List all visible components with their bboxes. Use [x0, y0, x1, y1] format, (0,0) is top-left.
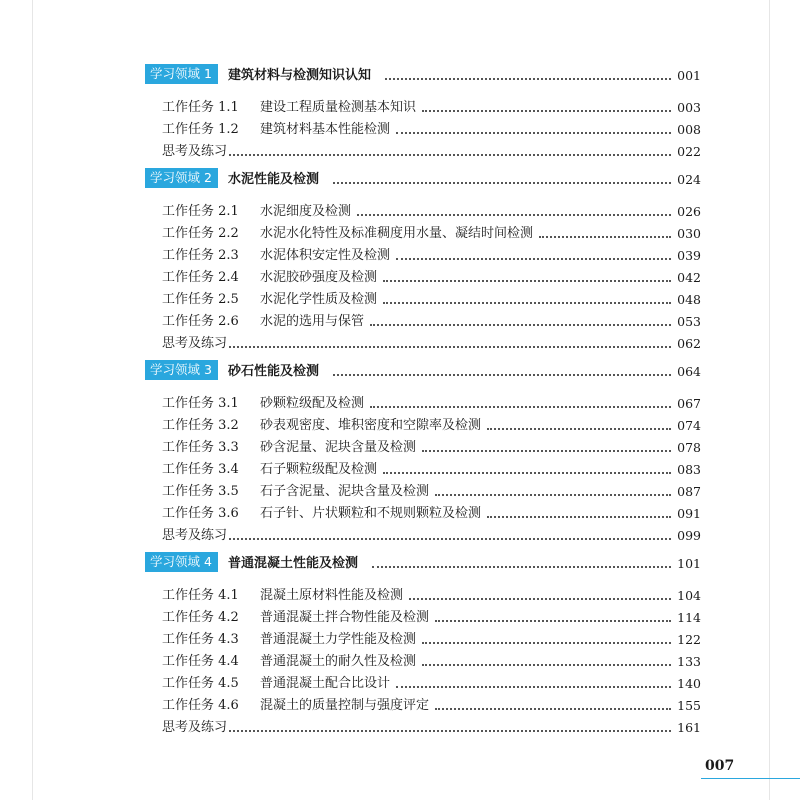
task-entry[interactable]: [145, 456, 701, 478]
domain-heading[interactable]: [145, 550, 701, 572]
domain-badge: 学习领域 3: [145, 360, 218, 380]
exercise-page-number: 161: [677, 720, 701, 735]
dot-leader: [422, 642, 671, 644]
dot-leader: [396, 132, 671, 134]
section-gap: [145, 572, 701, 582]
exercise-label: 思考及练习: [162, 336, 228, 351]
dot-leader: [333, 182, 671, 184]
task-entry[interactable]: [145, 670, 701, 692]
dot-leader: [409, 598, 671, 600]
task-number: 工作任务 3.1: [162, 396, 239, 411]
task-number: 工作任务 3.2: [162, 418, 239, 433]
book-page: [32, 0, 770, 800]
task-title: 水泥的选用与保管: [260, 314, 365, 329]
task-title: 水泥体积安定性及检测: [260, 248, 391, 263]
task-label: [162, 632, 416, 648]
task-entry[interactable]: [145, 604, 701, 626]
dot-leader: [385, 78, 671, 80]
task-label: [162, 418, 481, 434]
task-number: 工作任务 4.4: [162, 654, 239, 669]
task-page-number: 133: [677, 654, 701, 669]
dot-leader: [422, 110, 671, 112]
task-title: 混凝土原材料性能及检测: [260, 588, 404, 603]
task-page-number: 122: [677, 632, 701, 647]
dot-leader: [396, 686, 671, 688]
domain-heading[interactable]: [145, 166, 701, 188]
dot-leader: [333, 374, 671, 376]
task-page-number: 039: [677, 248, 701, 263]
task-entry[interactable]: [145, 692, 701, 714]
task-number: 工作任务 1.1: [162, 100, 239, 115]
task-label: [162, 270, 377, 286]
table-of-contents: [145, 62, 701, 736]
task-entry[interactable]: [145, 220, 701, 242]
exercise-entry[interactable]: [145, 138, 701, 160]
task-title: 水泥水化特性及标准稠度用水量、凝结时间检测: [260, 226, 534, 241]
task-title: 混凝土的质量控制与强度评定: [260, 698, 430, 713]
task-number: 工作任务 2.4: [162, 270, 239, 285]
domain-heading[interactable]: [145, 358, 701, 380]
task-entry[interactable]: [145, 94, 701, 116]
task-title: 砂表观密度、堆积密度和空隙率及检测: [260, 418, 482, 433]
section-gap: [145, 380, 701, 390]
task-title: 石子针、片状颗粒和不规则颗粒及检测: [260, 506, 482, 521]
task-label: [162, 506, 481, 522]
dot-leader: [487, 428, 671, 430]
task-label: [162, 292, 377, 308]
task-title: 水泥细度及检测: [260, 204, 352, 219]
dot-leader: [539, 236, 671, 238]
task-entry[interactable]: [145, 434, 701, 456]
task-label: [162, 226, 533, 242]
domain-page-number: 064: [677, 364, 701, 379]
task-title: 石子颗粒级配及检测: [260, 462, 378, 477]
task-label: [162, 440, 416, 456]
domain-title: 建筑材料与检测知识认知: [227, 68, 371, 83]
task-page-number: 026: [677, 204, 701, 219]
task-page-number: 140: [677, 676, 701, 691]
exercise-page-number: 022: [677, 144, 701, 159]
task-entry[interactable]: [145, 390, 701, 412]
task-page-number: 114: [677, 610, 701, 625]
task-number: 工作任务 3.5: [162, 484, 239, 499]
task-page-number: 083: [677, 462, 701, 477]
task-number: 工作任务 4.3: [162, 632, 239, 647]
dot-leader: [396, 258, 671, 260]
task-label: [162, 314, 364, 330]
domain-badge: 学习领域 4: [145, 552, 218, 572]
dot-leader: [229, 346, 671, 348]
dot-leader: [383, 302, 671, 304]
task-number: 工作任务 1.2: [162, 122, 239, 137]
task-page-number: 030: [677, 226, 701, 241]
task-title: 砂含泥量、泥块含量及检测: [260, 440, 417, 455]
dot-leader: [229, 154, 671, 156]
dot-leader: [422, 664, 671, 666]
dot-leader: [229, 730, 671, 732]
domain-heading[interactable]: [145, 62, 701, 84]
dot-leader: [383, 472, 671, 474]
task-label: [162, 588, 403, 604]
task-entry[interactable]: [145, 412, 701, 434]
exercise-entry[interactable]: [145, 714, 701, 736]
task-number: 工作任务 4.5: [162, 676, 239, 691]
dot-leader: [370, 406, 671, 408]
task-page-number: 078: [677, 440, 701, 455]
task-page-number: 053: [677, 314, 701, 329]
task-title: 普通混凝土拌合物性能及检测: [260, 610, 430, 625]
task-label: [162, 484, 429, 500]
task-number: 工作任务 4.1: [162, 588, 239, 603]
page-number: 007: [705, 758, 735, 774]
task-number: 工作任务 2.2: [162, 226, 239, 241]
task-entry[interactable]: [145, 308, 701, 330]
task-label: [162, 248, 390, 264]
task-label: [162, 654, 416, 670]
exercise-page-number: 062: [677, 336, 701, 351]
dot-leader: [422, 450, 671, 452]
task-label: [162, 396, 364, 412]
task-entry[interactable]: [145, 500, 701, 522]
task-number: 工作任务 2.6: [162, 314, 239, 329]
exercise-entry[interactable]: [145, 330, 701, 352]
domain-title: 水泥性能及检测: [227, 172, 319, 187]
task-title: 砂颗粒级配及检测: [260, 396, 365, 411]
task-page-number: 091: [677, 506, 701, 521]
exercise-entry[interactable]: [145, 522, 701, 544]
task-title: 普通混凝土的耐久性及检测: [260, 654, 417, 669]
section-gap: [145, 188, 701, 198]
dot-leader: [435, 620, 671, 622]
task-page-number: 104: [677, 588, 701, 603]
domain-title: 普通混凝土性能及检测: [227, 556, 358, 571]
task-title: 石子含泥量、泥块含量及检测: [260, 484, 430, 499]
task-entry[interactable]: [145, 286, 701, 308]
task-title: 建设工程质量检测基本知识: [260, 100, 417, 115]
task-number: 工作任务 3.6: [162, 506, 239, 521]
task-label: [162, 204, 351, 220]
task-page-number: 042: [677, 270, 701, 285]
task-page-number: 003: [677, 100, 701, 115]
task-label: [162, 610, 429, 626]
dot-leader: [383, 280, 671, 282]
task-page-number: 048: [677, 292, 701, 307]
exercise-page-number: 099: [677, 528, 701, 543]
dot-leader: [435, 494, 671, 496]
task-number: 工作任务 2.1: [162, 204, 239, 219]
task-entry[interactable]: [145, 626, 701, 648]
dot-leader: [487, 516, 671, 518]
dot-leader: [372, 566, 671, 568]
exercise-label: 思考及练习: [162, 144, 228, 159]
task-entry[interactable]: [145, 198, 701, 220]
task-page-number: 087: [677, 484, 701, 499]
domain-page-number: 001: [677, 68, 701, 83]
task-label: [162, 122, 390, 138]
task-title: 普通混凝土配合比设计: [260, 676, 391, 691]
task-entry[interactable]: [145, 478, 701, 500]
task-entry[interactable]: [145, 582, 701, 604]
task-title: 普通混凝土力学性能及检测: [260, 632, 417, 647]
task-label: [162, 100, 416, 116]
dot-leader: [357, 214, 671, 216]
task-number: 工作任务 2.5: [162, 292, 239, 307]
task-label: [162, 462, 377, 478]
task-label: [162, 676, 390, 692]
task-entry[interactable]: [145, 116, 701, 138]
task-title: 水泥化学性质及检测: [260, 292, 378, 307]
task-page-number: 074: [677, 418, 701, 433]
task-page-number: 155: [677, 698, 701, 713]
task-page-number: 008: [677, 122, 701, 137]
task-entry[interactable]: [145, 264, 701, 286]
domain-badge: 学习领域 2: [145, 168, 218, 188]
dot-leader: [229, 538, 671, 540]
task-entry[interactable]: [145, 648, 701, 670]
dot-leader: [435, 708, 671, 710]
task-number: 工作任务 3.3: [162, 440, 239, 455]
task-title: 建筑材料基本性能检测: [260, 122, 391, 137]
domain-badge: 学习领域 1: [145, 64, 218, 84]
domain-page-number: 101: [677, 556, 701, 571]
exercise-label: 思考及练习: [162, 720, 228, 735]
task-number: 工作任务 4.6: [162, 698, 239, 713]
exercise-label: 思考及练习: [162, 528, 228, 543]
dot-leader: [370, 324, 671, 326]
domain-page-number: 024: [677, 172, 701, 187]
task-title: 水泥胶砂强度及检测: [260, 270, 378, 285]
domain-title: 砂石性能及检测: [227, 364, 319, 379]
task-number: 工作任务 3.4: [162, 462, 239, 477]
task-number: 工作任务 2.3: [162, 248, 239, 263]
section-gap: [145, 84, 701, 94]
task-page-number: 067: [677, 396, 701, 411]
footer-rule: [701, 778, 800, 779]
task-entry[interactable]: [145, 242, 701, 264]
task-label: [162, 698, 429, 714]
task-number: 工作任务 4.2: [162, 610, 239, 625]
